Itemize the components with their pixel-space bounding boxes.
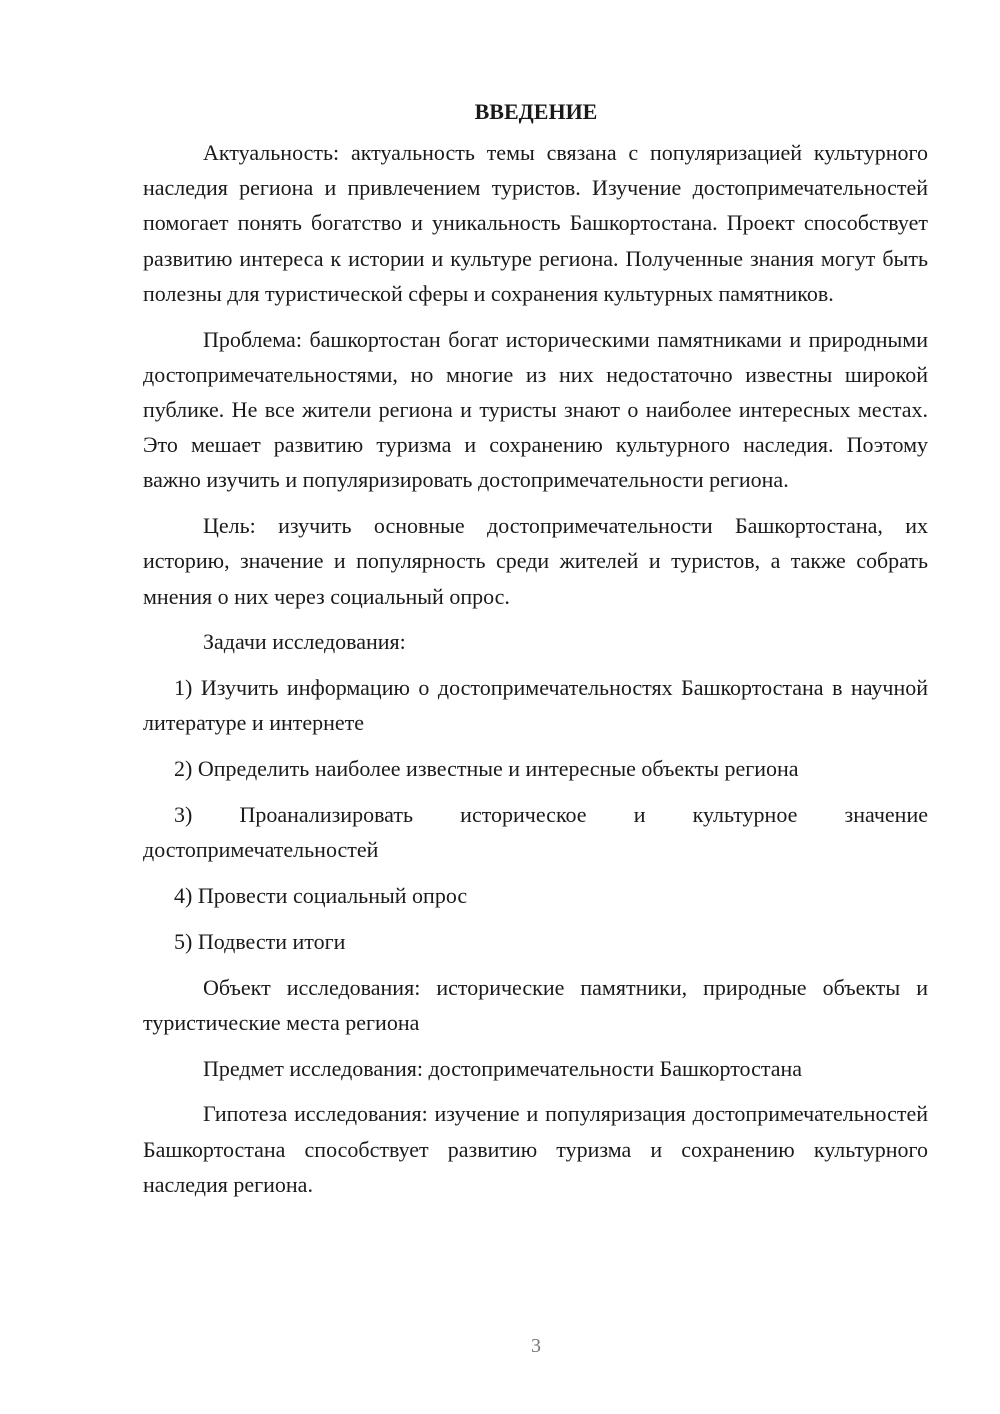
hypothesis-paragraph: Гипотеза исследования: изучение и популяризация достопримечательностей Башкортостана способствует развитию туризма и сохранению культурного наследия региона. <box>143 1101 928 1197</box>
task-item: 4) Провести социальный опрос <box>174 883 468 909</box>
goal-paragraph: Цель: изучить основные достопримечательности Башкортостана, их историю, значение и популярность среди жителей и туристов, а также собрать мнения о них через социальный опрос. <box>143 513 928 609</box>
object-paragraph: Объект исследования: исторические памятники, природные объекты и туристические места региона <box>143 974 928 1035</box>
tasks-heading: Задачи исследования: <box>203 629 406 655</box>
page-number: 3 <box>531 1335 541 1357</box>
task-item: 2) Определить наиболее известные и интересные объекты региона <box>174 756 799 782</box>
problem-paragraph: Проблема: башкортостан богат историческими памятниками и природными достопримечательностями, но многие из них недостаточно известны широкой публике. Не все жители региона и туристы знают о наиболее интересных местах. Это мешает развитию туризма и сохранению культурного наследия. Поэтому важно изучить и популяризировать достопримечательности региона. <box>143 326 928 493</box>
document-page <box>143 94 928 1213</box>
subject-paragraph: Предмет исследования: достопримечательности Башкортостана <box>203 1055 803 1081</box>
task-item: 5) Подвести итоги <box>174 928 346 954</box>
task-item: 3) Проанализировать историческое и культурное значение достопримечательностей <box>143 802 928 863</box>
task-item: 1) Изучить информацию о достопримечательностях Башкортостана в научной литературе и интернете <box>143 675 928 736</box>
relevance-paragraph: Актуальность: актуальность темы связана с популяризацией культурного наследия региона и привлечением туристов. Изучение достопримечательностей помогает понять богатство и уникальность Башкортостана. Проект способствует развитию интереса к истории и культуре региона. Полученные знания могут быть полезны для туристической сферы и сохранения культурных памятников. <box>143 140 928 306</box>
section-heading: ВВЕДЕНИЕ <box>474 99 598 124</box>
